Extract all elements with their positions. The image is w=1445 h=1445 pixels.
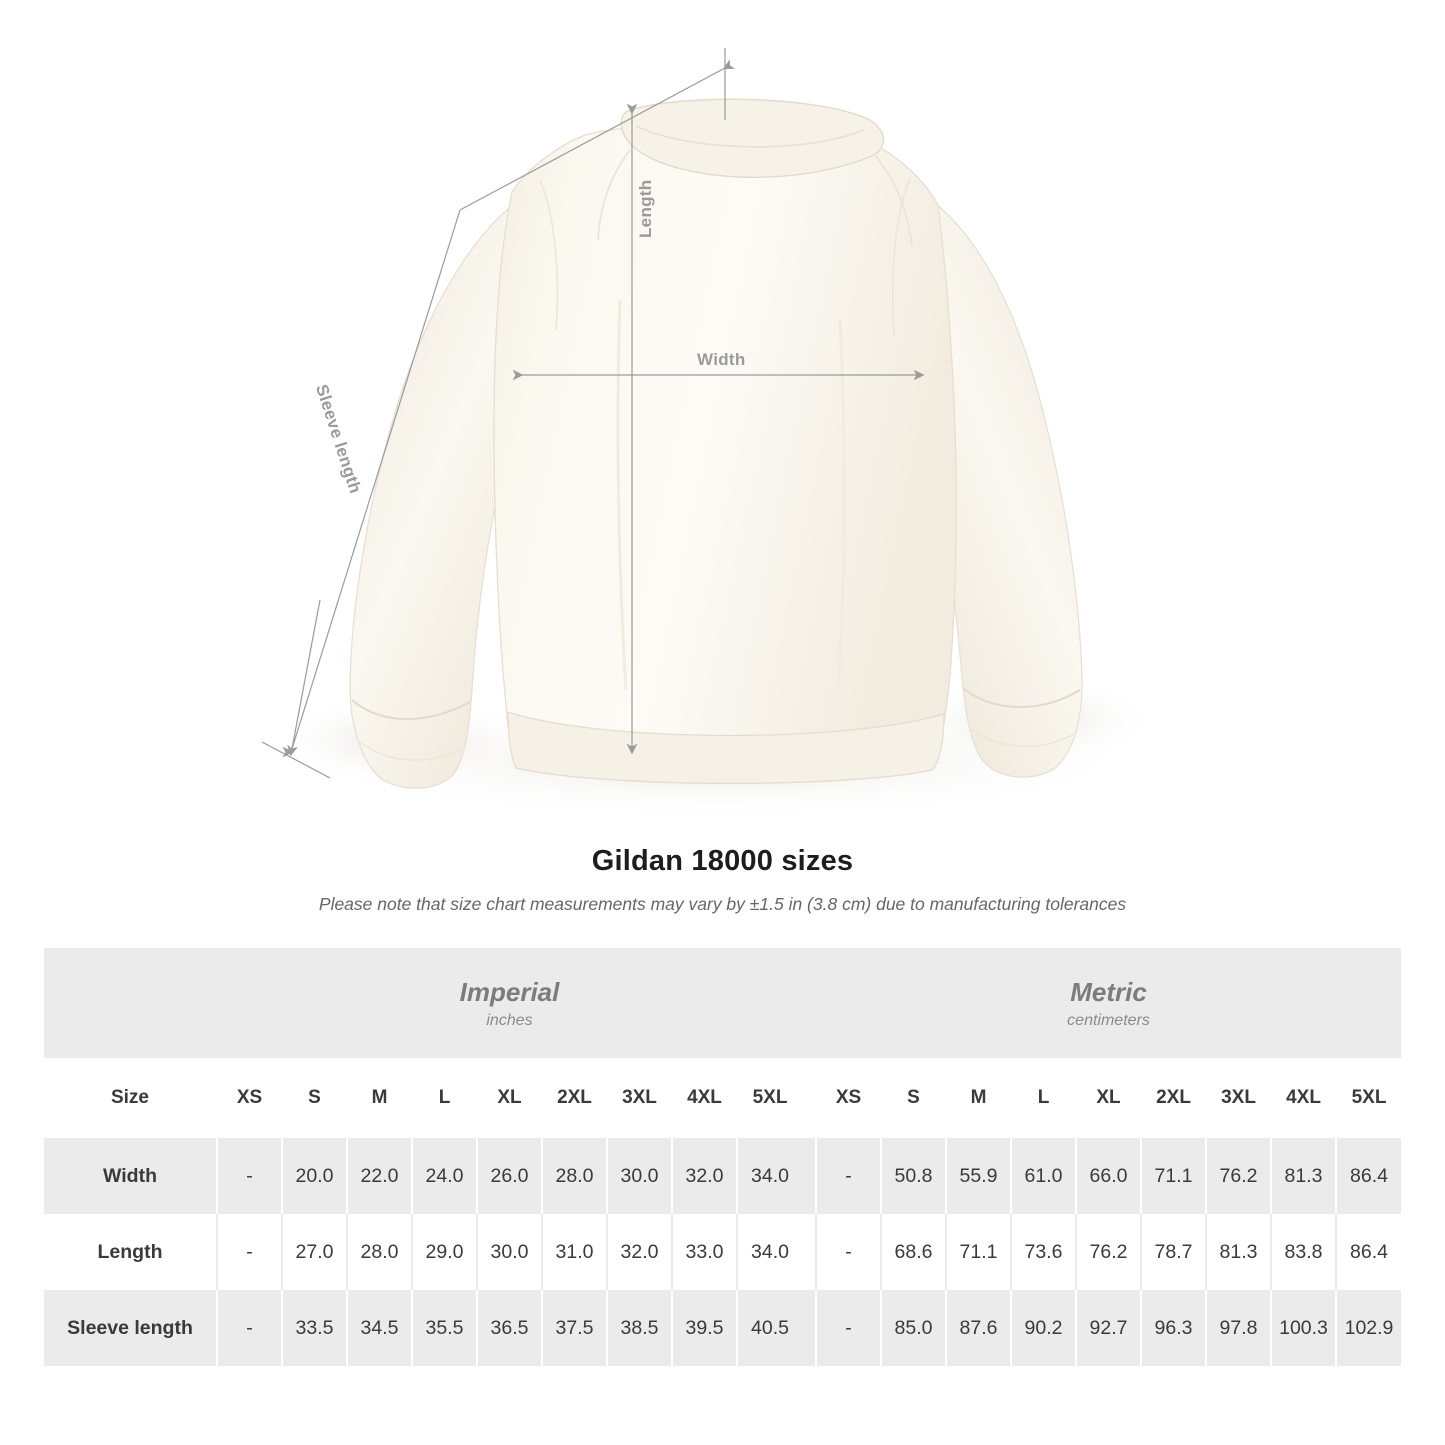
row-gap-sleeve (802, 1290, 816, 1366)
header-imperial-5xl: 5XL (737, 1058, 802, 1138)
table-row-width (44, 1138, 1401, 1214)
unit-header-imperial (217, 948, 802, 1058)
cell-sleeve-metric-l: 90.2 (1011, 1290, 1076, 1366)
cell-length-imperial-5xl: 34.0 (737, 1214, 802, 1290)
cell-width-metric-l: 61.0 (1011, 1138, 1076, 1214)
unit-header-metric (816, 948, 1401, 1058)
size-table-wrapper (44, 948, 1401, 1366)
cell-sleeve-metric-s: 85.0 (881, 1290, 946, 1366)
metric-sub: centimeters (1067, 1011, 1150, 1029)
header-metric-m: M (946, 1058, 1011, 1138)
unit-header-spacer (44, 948, 217, 1058)
metric-name: Metric (1070, 977, 1147, 1008)
cell-length-imperial-3xl: 32.0 (607, 1214, 672, 1290)
header-imperial-xs: XS (217, 1058, 282, 1138)
cell-length-imperial-s: 27.0 (282, 1214, 347, 1290)
cell-width-imperial-l: 24.0 (412, 1138, 477, 1214)
row-label-sleeve-length: Sleeve length (44, 1290, 217, 1366)
cell-length-imperial-m: 28.0 (347, 1214, 412, 1290)
length-label: Length (636, 179, 655, 238)
header-imperial-l: L (412, 1058, 477, 1138)
row-gap-width (802, 1138, 816, 1214)
cell-sleeve-imperial-3xl: 38.5 (607, 1290, 672, 1366)
sleeve-length-label: Sleeve length (311, 382, 366, 496)
header-metric-2xl: 2XL (1141, 1058, 1206, 1138)
table-row-sleeve-length (44, 1290, 1401, 1366)
cell-sleeve-imperial-m: 34.5 (347, 1290, 412, 1366)
header-imperial-3xl: 3XL (607, 1058, 672, 1138)
cell-width-metric-3xl: 76.2 (1206, 1138, 1271, 1214)
cell-sleeve-imperial-xl: 36.5 (477, 1290, 542, 1366)
cell-width-imperial-4xl: 32.0 (672, 1138, 737, 1214)
cell-width-metric-xl: 66.0 (1076, 1138, 1141, 1214)
header-metric-xs: XS (816, 1058, 881, 1138)
cell-sleeve-imperial-s: 33.5 (282, 1290, 347, 1366)
cell-sleeve-imperial-l: 35.5 (412, 1290, 477, 1366)
cell-sleeve-metric-5xl: 102.9 (1336, 1290, 1401, 1366)
header-gap (802, 1058, 816, 1138)
table-row-length (44, 1214, 1401, 1290)
cell-width-metric-4xl: 81.3 (1271, 1138, 1336, 1214)
cell-length-imperial-xs: - (217, 1214, 282, 1290)
cell-length-metric-3xl: 81.3 (1206, 1214, 1271, 1290)
cell-length-metric-xs: - (816, 1214, 881, 1290)
header-metric-4xl: 4XL (1271, 1058, 1336, 1138)
width-label: Width (697, 350, 746, 369)
cell-sleeve-metric-m: 87.6 (946, 1290, 1011, 1366)
page-title: Gildan 18000 sizes (591, 845, 854, 877)
cell-width-imperial-m: 22.0 (347, 1138, 412, 1214)
cell-sleeve-metric-2xl: 96.3 (1141, 1290, 1206, 1366)
cell-length-metric-5xl: 86.4 (1336, 1214, 1401, 1290)
header-metric-5xl: 5XL (1336, 1058, 1401, 1138)
size-header-row (44, 1058, 1401, 1138)
unit-header-row (44, 948, 1401, 1058)
cell-width-metric-xs: - (816, 1138, 881, 1214)
imperial-name: Imperial (459, 977, 560, 1008)
cell-width-metric-s: 50.8 (881, 1138, 946, 1214)
cell-width-imperial-2xl: 28.0 (542, 1138, 607, 1214)
cell-sleeve-metric-3xl: 97.8 (1206, 1290, 1271, 1366)
cell-sleeve-metric-xs: - (816, 1290, 881, 1366)
cell-sleeve-metric-xl: 92.7 (1076, 1290, 1141, 1366)
header-metric-3xl: 3XL (1206, 1058, 1271, 1138)
header-metric-xl: XL (1076, 1058, 1141, 1138)
cell-width-metric-5xl: 86.4 (1336, 1138, 1401, 1214)
cell-width-imperial-xs: - (217, 1138, 282, 1214)
header-metric-l: L (1011, 1058, 1076, 1138)
cell-sleeve-metric-4xl: 100.3 (1271, 1290, 1336, 1366)
unit-header-gap (802, 948, 816, 1058)
header-imperial-4xl: 4XL (672, 1058, 737, 1138)
cell-width-metric-2xl: 71.1 (1141, 1138, 1206, 1214)
cell-sleeve-imperial-2xl: 37.5 (542, 1290, 607, 1366)
cell-length-metric-2xl: 78.7 (1141, 1214, 1206, 1290)
cell-length-imperial-4xl: 33.0 (672, 1214, 737, 1290)
title-block (0, 845, 1445, 915)
cell-width-imperial-xl: 26.0 (477, 1138, 542, 1214)
cell-length-metric-m: 71.1 (946, 1214, 1011, 1290)
row-gap-length (802, 1214, 816, 1290)
cell-length-imperial-xl: 30.0 (477, 1214, 542, 1290)
cell-sleeve-imperial-5xl: 40.5 (737, 1290, 802, 1366)
header-imperial-s: S (282, 1058, 347, 1138)
tolerance-note: Please note that size chart measurements may vary by ±1.5 in (3.8 cm) due to manufacturing tolerances (318, 894, 1127, 914)
header-metric-s: S (881, 1058, 946, 1138)
cell-length-metric-l: 73.6 (1011, 1214, 1076, 1290)
cell-length-metric-s: 68.6 (881, 1214, 946, 1290)
cell-length-imperial-2xl: 31.0 (542, 1214, 607, 1290)
row-label-width: Width (44, 1138, 217, 1214)
cell-width-imperial-5xl: 34.0 (737, 1138, 802, 1214)
imperial-sub: inches (486, 1011, 533, 1029)
cell-length-metric-xl: 76.2 (1076, 1214, 1141, 1290)
cell-width-imperial-s: 20.0 (282, 1138, 347, 1214)
header-imperial-m: M (347, 1058, 412, 1138)
row-label-length: Length (44, 1214, 217, 1290)
cell-length-metric-4xl: 83.8 (1271, 1214, 1336, 1290)
header-imperial-xl: XL (477, 1058, 542, 1138)
cell-length-imperial-l: 29.0 (412, 1214, 477, 1290)
cell-width-imperial-3xl: 30.0 (607, 1138, 672, 1214)
cell-sleeve-imperial-xs: - (217, 1290, 282, 1366)
size-table (44, 948, 1401, 1366)
header-size: Size (44, 1058, 217, 1138)
header-imperial-2xl: 2XL (542, 1058, 607, 1138)
cell-width-metric-m: 55.9 (946, 1138, 1011, 1214)
cell-sleeve-imperial-4xl: 39.5 (672, 1290, 737, 1366)
